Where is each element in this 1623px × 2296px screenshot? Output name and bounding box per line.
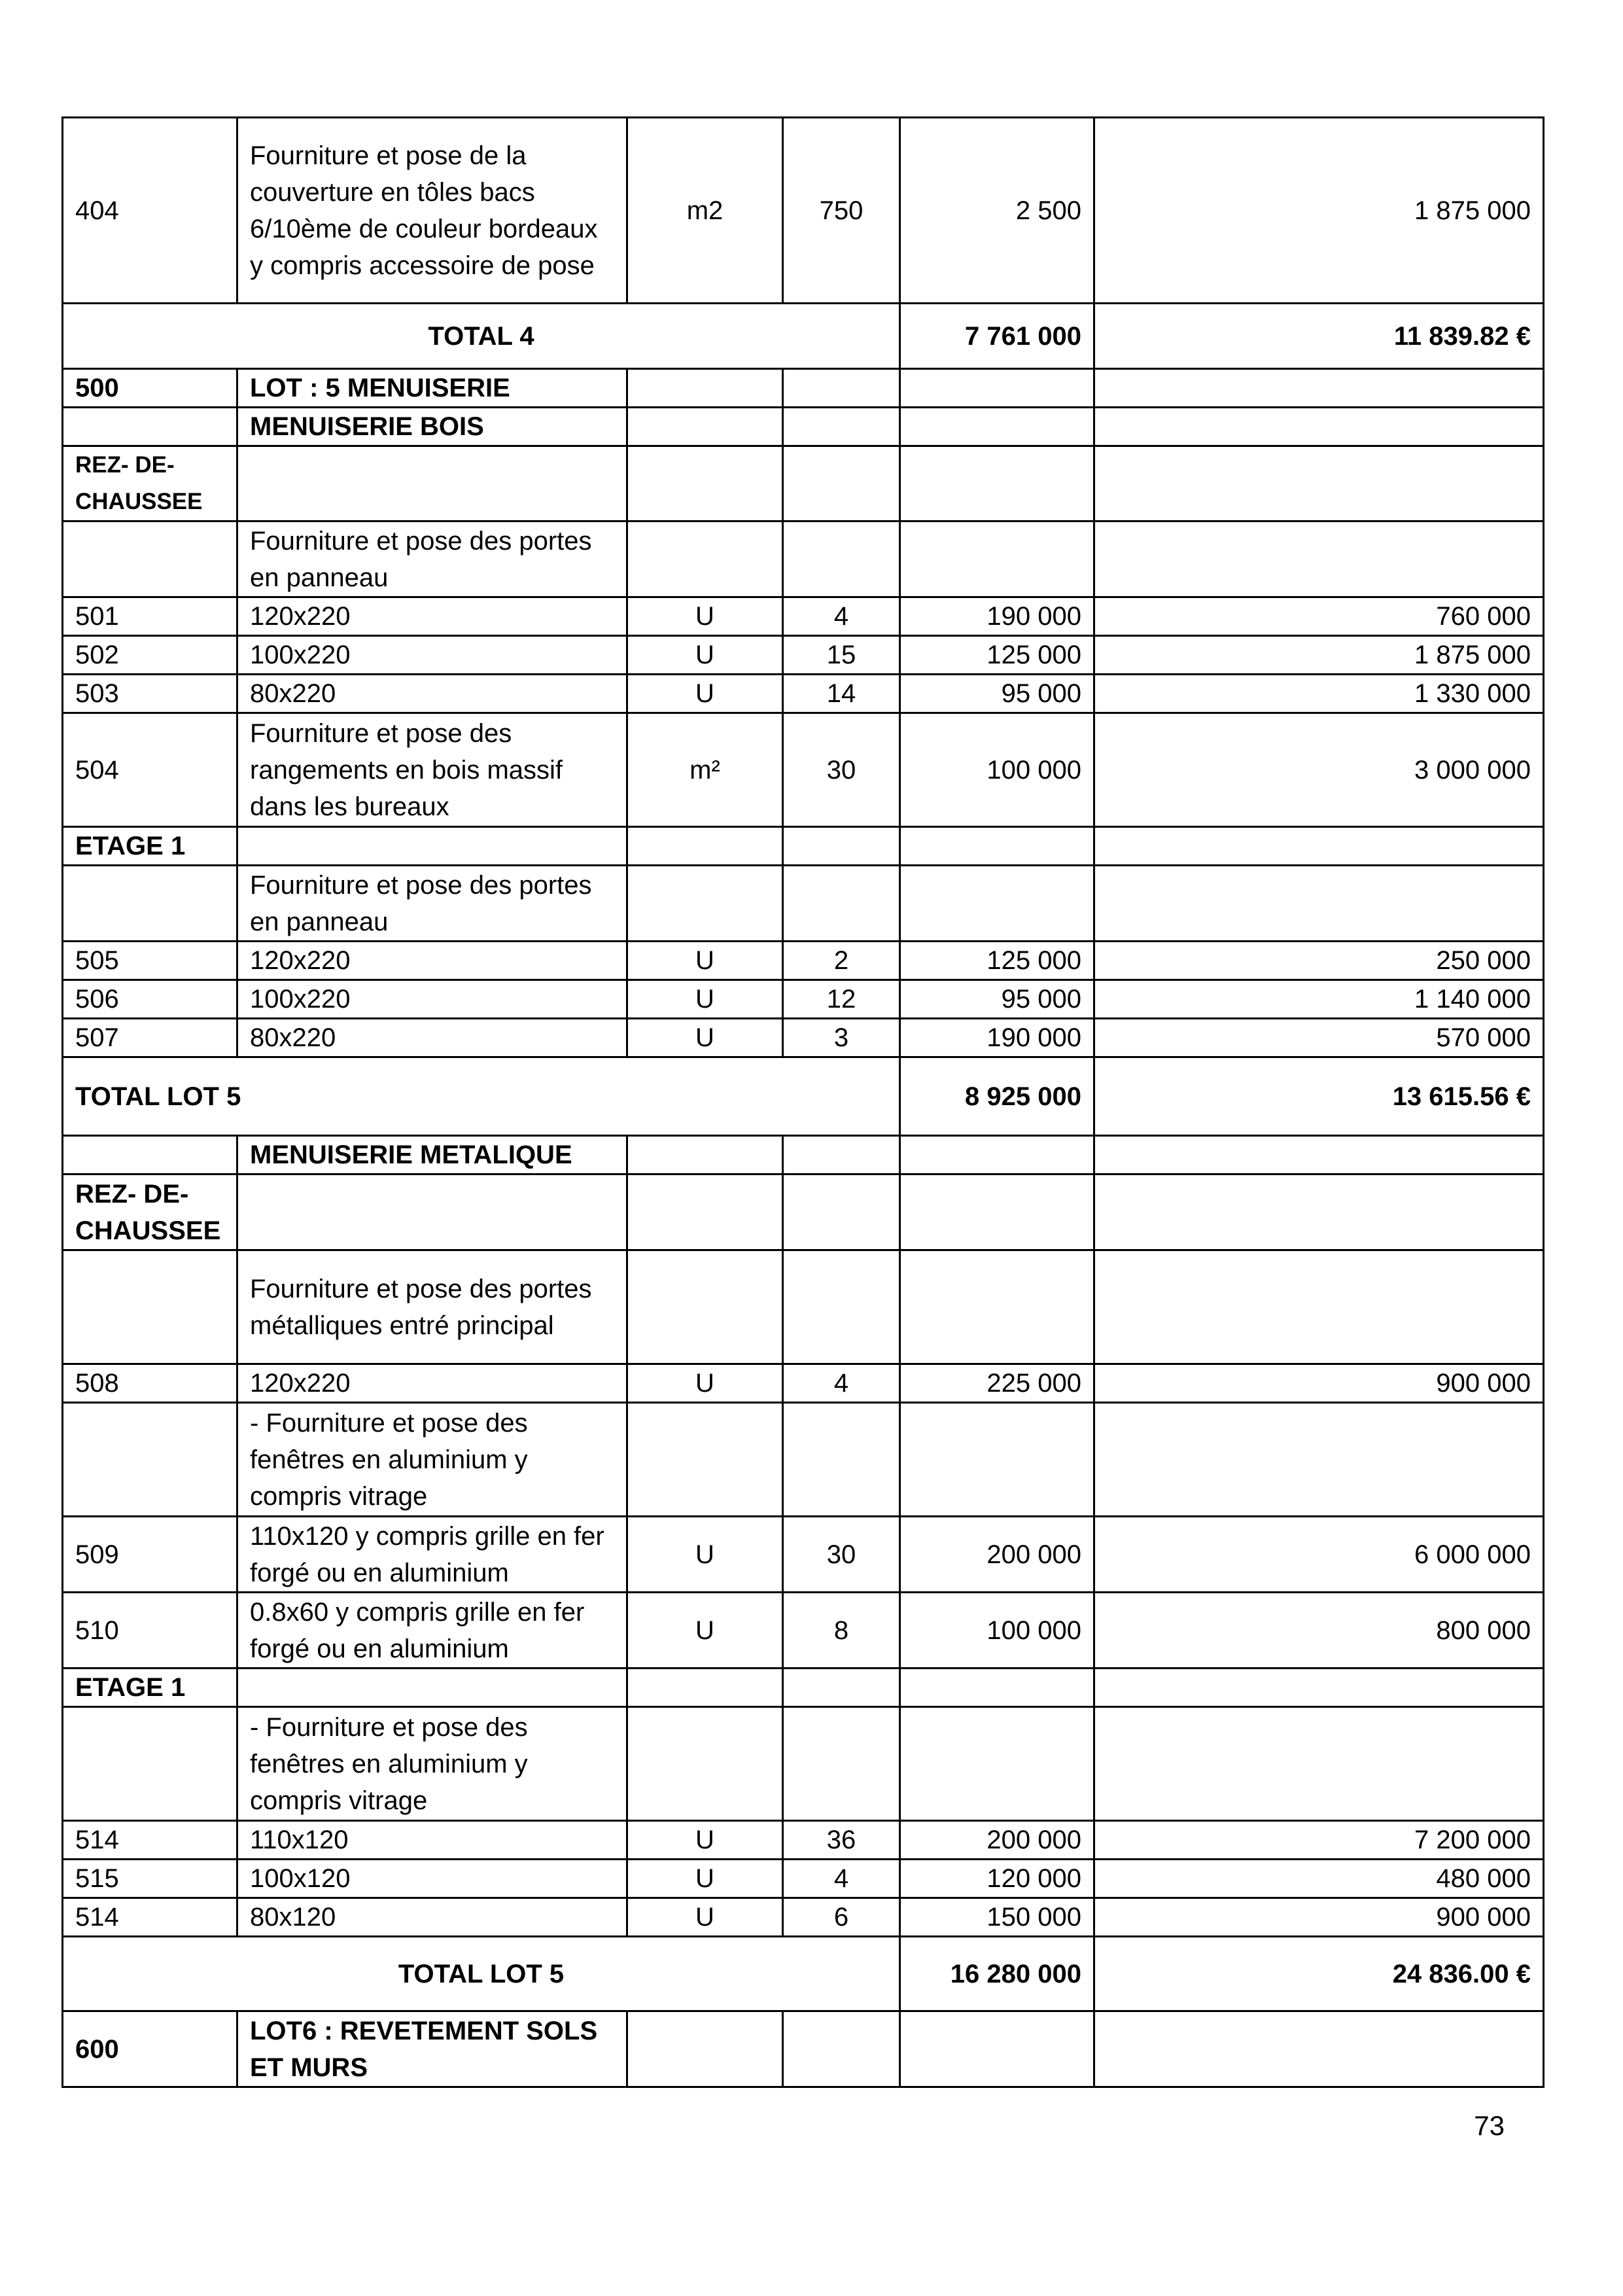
total-label: TOTAL LOT 5 — [63, 1057, 900, 1136]
item-unit: m2 — [627, 118, 783, 304]
item-quantity: 8 — [783, 1593, 900, 1669]
item-code: ETAGE 1 — [63, 827, 237, 866]
item-code: 504 — [63, 713, 237, 827]
item-quantity: 750 — [783, 118, 900, 304]
item-quantity: 4 — [783, 597, 900, 636]
item-code: 515 — [63, 1860, 237, 1898]
item-quantity: 30 — [783, 1517, 900, 1593]
item-quantity: 6 — [783, 1898, 900, 1937]
item-quantity — [783, 1250, 900, 1364]
table-row — [63, 446, 1544, 521]
item-unit-price — [900, 827, 1094, 866]
item-code: 505 — [63, 942, 237, 980]
item-code — [63, 408, 237, 446]
item-description: MENUISERIE METALIQUE — [237, 1136, 627, 1174]
item-code — [63, 866, 237, 942]
item-code: 508 — [63, 1364, 237, 1403]
item-description: 80x220 — [237, 675, 627, 713]
table-row — [63, 866, 1544, 942]
item-unit — [627, 1250, 783, 1364]
item-description: 120x220 — [237, 942, 627, 980]
item-total — [1094, 1707, 1544, 1821]
item-unit — [627, 446, 783, 521]
item-quantity — [783, 2011, 900, 2087]
table-row — [63, 1019, 1544, 1057]
item-unit: U — [627, 1593, 783, 1669]
item-unit-price: 95 000 — [900, 675, 1094, 713]
item-quantity: 3 — [783, 1019, 900, 1057]
item-unit-price — [900, 408, 1094, 446]
item-unit-price — [900, 1174, 1094, 1250]
item-unit: U — [627, 1019, 783, 1057]
item-unit — [627, 408, 783, 446]
item-description: 80x120 — [237, 1898, 627, 1937]
item-unit — [627, 1403, 783, 1517]
item-quantity — [783, 521, 900, 597]
table-row — [63, 521, 1544, 597]
table-row — [63, 942, 1544, 980]
item-code: 514 — [63, 1898, 237, 1937]
page-number: 73 — [1474, 2110, 1505, 2141]
total-amount: 7 761 000 — [900, 304, 1094, 369]
item-code: 510 — [63, 1593, 237, 1669]
item-code: REZ- DE-CHAUSSEE — [63, 446, 237, 521]
item-unit — [627, 1174, 783, 1250]
item-unit — [627, 827, 783, 866]
total-label: TOTAL 4 — [63, 304, 900, 369]
item-unit — [627, 2011, 783, 2087]
item-unit-price — [900, 2011, 1094, 2087]
item-total: 760 000 — [1094, 597, 1544, 636]
item-unit: U — [627, 1364, 783, 1403]
table-row — [63, 369, 1544, 408]
item-total — [1094, 1174, 1544, 1250]
table-row — [63, 675, 1544, 713]
item-unit-price — [900, 446, 1094, 521]
item-unit-price — [900, 369, 1094, 408]
item-quantity: 14 — [783, 675, 900, 713]
item-unit-price: 190 000 — [900, 1019, 1094, 1057]
item-total — [1094, 2011, 1544, 2087]
item-quantity: 2 — [783, 942, 900, 980]
item-unit-price — [900, 521, 1094, 597]
item-unit-price — [900, 1136, 1094, 1174]
item-unit: U — [627, 942, 783, 980]
item-quantity — [783, 408, 900, 446]
item-unit: U — [627, 636, 783, 675]
item-quantity — [783, 1669, 900, 1707]
item-code: 509 — [63, 1517, 237, 1593]
item-code — [63, 521, 237, 597]
total-amount: 16 280 000 — [900, 1937, 1094, 2011]
item-total — [1094, 827, 1544, 866]
total-row — [63, 1057, 1544, 1136]
item-code: 501 — [63, 597, 237, 636]
item-description: 110x120 y compris grille en fer forgé ou en aluminium — [237, 1517, 627, 1593]
item-code: 506 — [63, 980, 237, 1019]
item-description: - Fourniture et pose des fenêtres en aluminium y compris vitrage — [237, 1403, 627, 1517]
item-unit-price: 100 000 — [900, 1593, 1094, 1669]
item-unit-price: 100 000 — [900, 713, 1094, 827]
item-quantity — [783, 446, 900, 521]
item-unit-price: 190 000 — [900, 597, 1094, 636]
item-description — [237, 1669, 627, 1707]
total-amount: 8 925 000 — [900, 1057, 1094, 1136]
table-row — [63, 713, 1544, 827]
item-description: 100x120 — [237, 1860, 627, 1898]
item-code: 500 — [63, 369, 237, 408]
item-unit-price: 125 000 — [900, 942, 1094, 980]
item-description: LOT : 5 MENUISERIE — [237, 369, 627, 408]
item-unit-price: 120 000 — [900, 1860, 1094, 1898]
item-quantity — [783, 827, 900, 866]
item-description: 80x220 — [237, 1019, 627, 1057]
item-total: 800 000 — [1094, 1593, 1544, 1669]
item-code — [63, 1403, 237, 1517]
table-row — [63, 1250, 1544, 1364]
table-row — [63, 1136, 1544, 1174]
item-total: 1 140 000 — [1094, 980, 1544, 1019]
item-total — [1094, 866, 1544, 942]
item-unit — [627, 1669, 783, 1707]
item-total — [1094, 369, 1544, 408]
item-unit: m² — [627, 713, 783, 827]
item-total — [1094, 1136, 1544, 1174]
item-total: 1 875 000 — [1094, 636, 1544, 675]
item-total: 900 000 — [1094, 1898, 1544, 1937]
item-unit: U — [627, 597, 783, 636]
item-description: Fourniture et pose de la couverture en tôles bacs 6/10ème de couleur bordeaux y compris accessoire de pose — [237, 118, 627, 304]
item-unit: U — [627, 1860, 783, 1898]
item-quantity — [783, 1707, 900, 1821]
item-description: 100x220 — [237, 980, 627, 1019]
item-code: 502 — [63, 636, 237, 675]
item-description: 110x120 — [237, 1821, 627, 1860]
item-code: 404 — [63, 118, 237, 304]
item-unit — [627, 1707, 783, 1821]
table-row — [63, 636, 1544, 675]
table-row — [63, 1898, 1544, 1937]
item-description — [237, 827, 627, 866]
item-total: 480 000 — [1094, 1860, 1544, 1898]
table-row — [63, 1517, 1544, 1593]
item-quantity — [783, 1174, 900, 1250]
total-row — [63, 304, 1544, 369]
item-unit-price: 225 000 — [900, 1364, 1094, 1403]
item-description: 0.8x60 y compris grille en fer forgé ou en aluminium — [237, 1593, 627, 1669]
item-unit-price — [900, 1669, 1094, 1707]
item-total — [1094, 521, 1544, 597]
item-quantity: 12 — [783, 980, 900, 1019]
item-unit: U — [627, 1821, 783, 1860]
table-row — [63, 1403, 1544, 1517]
item-code — [63, 1707, 237, 1821]
item-total: 1 875 000 — [1094, 118, 1544, 304]
item-unit: U — [627, 980, 783, 1019]
total-euro: 13 615.56 € — [1094, 1057, 1544, 1136]
item-code: 514 — [63, 1821, 237, 1860]
item-quantity: 15 — [783, 636, 900, 675]
item-code: 600 — [63, 2011, 237, 2087]
item-total — [1094, 408, 1544, 446]
item-code — [63, 1250, 237, 1364]
item-total — [1094, 1669, 1544, 1707]
item-unit — [627, 1136, 783, 1174]
item-description: 100x220 — [237, 636, 627, 675]
table-row — [63, 1364, 1544, 1403]
item-description: - Fourniture et pose des fenêtres en aluminium y compris vitrage — [237, 1707, 627, 1821]
total-row — [63, 1937, 1544, 2011]
item-total: 250 000 — [1094, 942, 1544, 980]
item-total: 900 000 — [1094, 1364, 1544, 1403]
item-code: 503 — [63, 675, 237, 713]
item-unit-price: 95 000 — [900, 980, 1094, 1019]
item-unit-price: 150 000 — [900, 1898, 1094, 1937]
item-quantity: 4 — [783, 1860, 900, 1898]
item-description: Fourniture et pose des rangements en bois massif dans les bureaux — [237, 713, 627, 827]
item-description: LOT6 : REVETEMENT SOLS ET MURS — [237, 2011, 627, 2087]
item-unit-price: 200 000 — [900, 1517, 1094, 1593]
item-unit: U — [627, 1517, 783, 1593]
item-description — [237, 1174, 627, 1250]
item-unit-price — [900, 1707, 1094, 1821]
table-row — [63, 1707, 1544, 1821]
item-total — [1094, 1403, 1544, 1517]
item-code: 507 — [63, 1019, 237, 1057]
item-description: Fourniture et pose des portes en panneau — [237, 521, 627, 597]
item-total: 570 000 — [1094, 1019, 1544, 1057]
total-euro: 24 836.00 € — [1094, 1937, 1544, 2011]
table-row — [63, 118, 1544, 304]
item-description: MENUISERIE BOIS — [237, 408, 627, 446]
item-description: Fourniture et pose des portes en panneau — [237, 866, 627, 942]
item-unit-price: 2 500 — [900, 118, 1094, 304]
item-unit-price: 200 000 — [900, 1821, 1094, 1860]
table-row — [63, 827, 1544, 866]
item-code: ETAGE 1 — [63, 1669, 237, 1707]
estimate-table — [61, 116, 1544, 2088]
table-row — [63, 408, 1544, 446]
table-row — [63, 1669, 1544, 1707]
item-unit — [627, 521, 783, 597]
item-unit — [627, 866, 783, 942]
table-row — [63, 1860, 1544, 1898]
item-total — [1094, 446, 1544, 521]
item-total: 7 200 000 — [1094, 1821, 1544, 1860]
item-total: 1 330 000 — [1094, 675, 1544, 713]
total-euro: 11 839.82 € — [1094, 304, 1544, 369]
item-quantity — [783, 1136, 900, 1174]
item-unit-price: 125 000 — [900, 636, 1094, 675]
item-total: 3 000 000 — [1094, 713, 1544, 827]
item-quantity: 36 — [783, 1821, 900, 1860]
item-quantity: 30 — [783, 713, 900, 827]
item-quantity: 4 — [783, 1364, 900, 1403]
item-unit: U — [627, 675, 783, 713]
item-quantity — [783, 866, 900, 942]
total-label: TOTAL LOT 5 — [63, 1937, 900, 2011]
item-unit — [627, 369, 783, 408]
table-row — [63, 980, 1544, 1019]
item-quantity — [783, 1403, 900, 1517]
item-total — [1094, 1250, 1544, 1364]
item-unit-price — [900, 1250, 1094, 1364]
item-unit-price — [900, 866, 1094, 942]
item-description: Fourniture et pose des portes métalliques entré principal — [237, 1250, 627, 1364]
item-code: REZ- DE-CHAUSSEE — [63, 1174, 237, 1250]
table-row — [63, 2011, 1544, 2087]
table-row — [63, 1174, 1544, 1250]
item-quantity — [783, 369, 900, 408]
item-code — [63, 1136, 237, 1174]
item-description: 120x220 — [237, 1364, 627, 1403]
table-row — [63, 1821, 1544, 1860]
item-total: 6 000 000 — [1094, 1517, 1544, 1593]
table-row — [63, 597, 1544, 636]
item-description: 120x220 — [237, 597, 627, 636]
item-description — [237, 446, 627, 521]
estimate-table-body — [63, 118, 1544, 2087]
item-unit: U — [627, 1898, 783, 1937]
table-row — [63, 1593, 1544, 1669]
item-unit-price — [900, 1403, 1094, 1517]
